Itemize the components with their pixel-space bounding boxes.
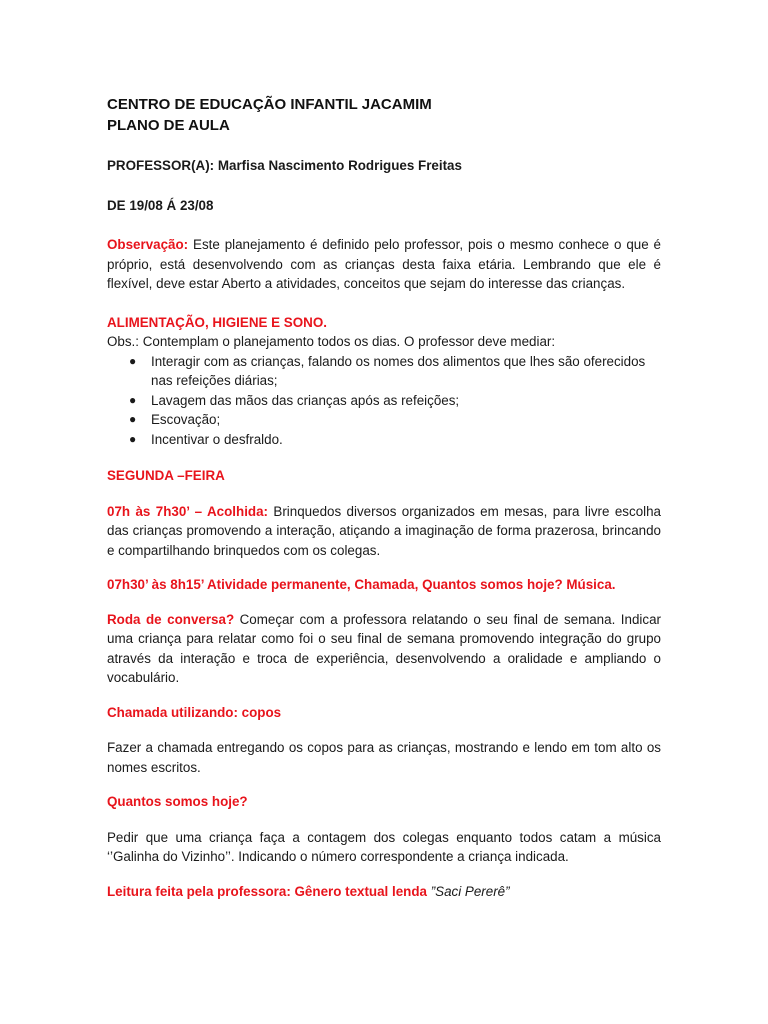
school-title: CENTRO DE EDUCAÇÃO INFANTIL JACAMIM bbox=[107, 96, 432, 113]
observacao-text: Este planejamento é definido pelo professor, pois o mesmo conhece o que é próprio, está desenvolvendo com as crianças desta faixa etária. Lembrando que ele é flexível, deve estar Aberto a atividades, conceitos que sejam do interesse das crianças. bbox=[107, 237, 661, 291]
alimentacao-intro: Obs.: Contemplam o planejamento todos os dias. O professor deve mediar: bbox=[107, 334, 556, 349]
segunda-heading: SEGUNDA –FEIRA bbox=[107, 468, 225, 483]
acolhida-heading: 07h às 7h30’ – Acolhida: bbox=[107, 503, 269, 519]
chamada-text: Fazer a chamada entregando os copos para as crianças, mostrando e lendo em tom alto os nomes escritos. bbox=[107, 740, 661, 775]
plan-title: PLANO DE AULA bbox=[107, 117, 230, 134]
period-line: DE 19/08 Á 23/08 bbox=[107, 197, 214, 213]
roda-paragraph bbox=[107, 610, 661, 688]
alimentacao-heading: ALIMENTAÇÃO, HIGIENE E SONO. bbox=[107, 314, 327, 330]
acolhida-paragraph bbox=[107, 502, 661, 561]
list-item bbox=[107, 410, 661, 430]
list-item bbox=[107, 391, 661, 411]
professor-line: PROFESSOR(A): Marfisa Nascimento Rodrigues Freitas bbox=[107, 158, 462, 173]
roda-heading: Roda de conversa? bbox=[107, 611, 235, 627]
chamada-heading: Chamada utilizando: copos bbox=[107, 704, 282, 720]
alimentacao-list bbox=[107, 352, 661, 450]
bullet-icon: ● bbox=[129, 412, 137, 426]
bullet-icon: ● bbox=[129, 353, 137, 368]
document-page bbox=[107, 94, 661, 901]
list-item-text: Incentivar o desfraldo. bbox=[151, 431, 283, 447]
leitura-heading: Leitura feita pela professora: Gênero textual lenda bbox=[107, 883, 427, 899]
leitura-paragraph bbox=[107, 882, 661, 902]
acolhida-text: Brinquedos diversos organizados em mesas, para livre escolha das crianças promovendo a interação, atiçando a imaginação de forma prazerosa, brincando e compartilhando brinquedos com os colegas. bbox=[107, 503, 662, 558]
bullet-icon: ● bbox=[129, 431, 137, 446]
leitura-title: ”Saci Pererê” bbox=[426, 883, 510, 899]
list-item-text: Interagir com as crianças, falando os nomes dos alimentos que lhes são oferecidos nas refeições diárias; bbox=[151, 353, 646, 388]
roda-text: Começar com a professora relatando o seu final de semana. Indicar uma criança para relatar como foi o seu final de semana promovendo integração do grupo através da interação e troca de experiência, desenvolvendo a oralidade e ampliando o vocabulário. bbox=[107, 611, 662, 685]
quantos-heading: Quantos somos hoje? bbox=[107, 794, 248, 809]
observacao-heading: Observação: bbox=[107, 237, 189, 252]
list-item bbox=[107, 430, 661, 450]
atividade-heading: 07h30’ às 8h15’ Atividade permanente, Chamada, Quantos somos hoje? Música. bbox=[107, 577, 616, 592]
list-item-text: Lavagem das mãos das crianças após as refeições; bbox=[151, 392, 460, 408]
list-item-text: Escovação; bbox=[151, 412, 221, 427]
quantos-text: Pedir que uma criança faça a contagem dos colegas enquanto todos catam a música ‘’Galinha do Vizinho’’. Indicando o número correspondente a criança indicada. bbox=[107, 829, 661, 864]
list-item bbox=[107, 352, 661, 391]
observacao-paragraph bbox=[107, 235, 661, 294]
bullet-icon: ● bbox=[129, 392, 137, 407]
